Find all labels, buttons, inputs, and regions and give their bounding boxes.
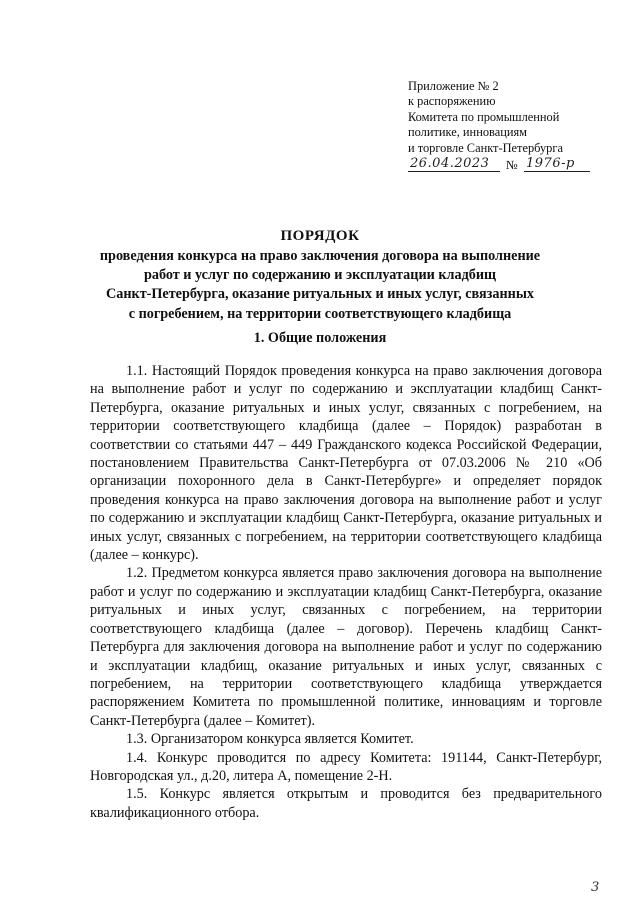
handwritten-number: 1976-р: [526, 156, 575, 172]
paragraph-1-5: 1.5. Конкурс является открытым и проводится без предварительного квалификационного отбора.: [90, 786, 602, 821]
paragraph-1-1: 1.1. Настоящий Порядок проведения конкурса на право заключения договора на выполнение работ и услуг по содержанию и эксплуатации кладбищ Санкт-Петербурга, оказание ритуальных и иных услуг, связанных с погребением, на территории соответствующего кладбища (далее – Порядок) разработан в соответствии со статьями 447 – 449 Гражданского кодекса Российской Федерации, постановлением Правительства Санкт-Петербурга от 07.03.2006 № 210 «Об организации похоронного дела в Санкт-Петербурге» и определяет порядок проведения конкурса на право заключения договора на выполнение работ и услуг по содержанию и эксплуатации кладбищ Санкт-Петербурга, оказание ритуальных и иных услуг, связанных с погребением, на территории соответствующего кладбища (далее – конкурс).: [90, 363, 602, 564]
appendix-block: [408, 79, 608, 174]
document-title: [60, 227, 580, 324]
paragraph-1-4: 1.4. Конкурс проводится по адресу Комитета: 191144, Санкт-Петербург, Новгородская ул., д.20, литера А, помещение 2-Н.: [90, 749, 602, 784]
title-line-2: работ и услуг по содержанию и эксплуатации кладбищ: [143, 267, 496, 284]
appendix-line-5: и торговле Санкт-Петербурга: [408, 140, 563, 155]
document-body: [90, 362, 602, 822]
paragraph-1-2: 1.2. Предметом конкурса является право заключения договора на выполнение работ и услуг по содержанию и эксплуатации кладбищ Санкт-Петербурга, оказание ритуальных и иных услуг, связанных с погребением, на территории соответствующего кладбища (далее – договор). Перечень кладбищ Санкт-Петербурга для заключения договора на выполнение работ и услуг по содержанию и эксплуатации кладбищ, оказание ритуальных и иных услуг, связанных с погребением, на территории соответствующего кладбища утверждается распоряжением Комитета по промышленной политике, инновациям и торговле Санкт-Петербурга (далее – Комитет).: [90, 565, 602, 729]
appendix-line-3: Комитета по промышленной: [408, 109, 560, 124]
paragraph-1-3: 1.3. Организатором конкурса является Комитет.: [126, 731, 414, 748]
date-underline: [408, 171, 500, 172]
date-number-row: [408, 156, 608, 174]
page-number: 3: [591, 880, 600, 895]
section-heading: 1. Общие положения: [253, 330, 387, 346]
number-label: №: [506, 158, 518, 173]
title-line-1: проведения конкурса на право заключения договора на выполнение: [99, 247, 541, 264]
handwritten-date: 26.04.2023: [410, 156, 490, 172]
title-line-3: Санкт-Петербурга, оказание ритуальных и иных услуг, связанных: [106, 286, 534, 303]
title-main: ПОРЯДОК: [280, 228, 360, 244]
title-line-4: с погребением, на территории соответствующего кладбища: [128, 305, 512, 322]
appendix-line-2: к распоряжению: [408, 94, 496, 109]
appendix-line-1: Приложение № 2: [408, 79, 499, 93]
number-underline: [524, 171, 590, 172]
appendix-line-4: политике, инновациям: [408, 125, 528, 140]
